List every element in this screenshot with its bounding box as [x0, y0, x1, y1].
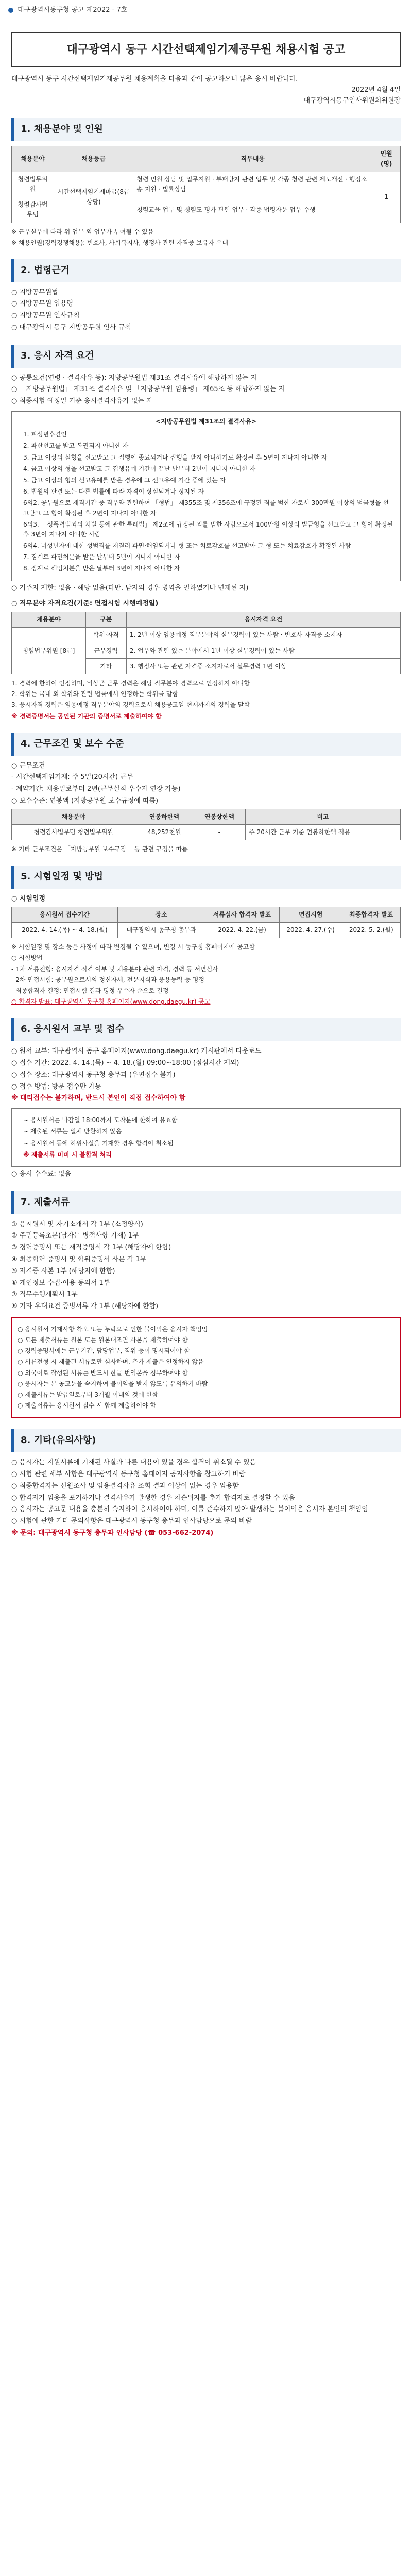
- list-item: ○ 대구광역시 동구 지방공무원 인사 규칙: [11, 324, 131, 332]
- note: ※ 채용인원(경력경쟁채용): 변호사, 사회복지사, 행정사 관련 자격증 보유자 우대: [11, 239, 228, 246]
- note: ○ 시험방법: [11, 954, 43, 962]
- list-item: 6의4. 미성년자에 대한 성범죄를 저질러 파면·해임되거나 형 또는 치료감호를 선고받아 그 형 또는 치료감호가 확정된 사람: [23, 542, 351, 550]
- list-item: 1. 피성년후견인: [23, 431, 67, 438]
- cell: 시간선택제임기제마급(8급상당): [54, 172, 133, 223]
- list-item: ③ 경력증명서 또는 재직증명서 각 1부 (해당자에 한함): [11, 1244, 171, 1252]
- col-header: 면접시험: [279, 907, 342, 922]
- cell: 청렴감사법무팀: [12, 197, 54, 223]
- table-row: [12, 628, 401, 643]
- cell: 청렴교육 업무 및 청렴도 평가 관련 업무 · 각종 법령자문 업무 수행: [133, 197, 372, 223]
- list-item: ※ 제출서류 미비 시 불합격 처리: [23, 1150, 112, 1158]
- list-item: ○ 지방공무원법: [11, 288, 58, 296]
- list-item: 6의2. 공무원으로 재직기간 중 직무와 관련하여 「형법」 제355조 및 제356조에 규정된 죄를 범한 자로서 300만원 이상의 벌금형을 선고받고 그 형이 확정된 후 2년이 지나지 아니한 자: [23, 499, 389, 517]
- list-item: ※ 대리접수는 불가하며, 반드시 본인이 직접 접수하여야 함: [11, 1094, 186, 1103]
- list-item: ○ 최종시험 예정일 기준 응시결격사유가 없는 자: [11, 397, 153, 405]
- cell: 청렴법무위원 [8급]: [12, 628, 86, 674]
- subheading: ○ 시험일정: [11, 895, 46, 903]
- note: - 2차 면접시험: 공무원으로서의 정신자세, 전문지식과 응용능력 등 평정: [11, 976, 204, 984]
- list-item: ○ 공통요건(연령 · 결격사유 등): 지방공무원법 제31조 결격사유에 해당하지 않는 자: [11, 374, 258, 382]
- contact-text: ※ 문의: 대구광역시 동구청 총무과 인사담당 (☎ 053-662-2074): [11, 1529, 214, 1537]
- list-item: ⑦ 직무수행계획서 1부: [11, 1291, 78, 1299]
- list-item: ~ 응시원서는 마감일 18:00까지 도착분에 한하여 유효함: [23, 1116, 178, 1124]
- list-item: ② 주민등록초본(남자는 병적사항 기재) 1부: [11, 1232, 139, 1240]
- document-page: [0, 21, 412, 1556]
- top-bar: [0, 0, 412, 21]
- list-item: ○ 접수 기간: 2022. 4. 14.(목) ~ 4. 18.(월) 09:00~18:00 (점심시간 제외): [11, 1059, 239, 1067]
- list-item: ~ 응시원서 등에 허위사실을 기재할 경우 합격이 취소됨: [23, 1139, 174, 1147]
- cell: 학위·자격: [85, 628, 126, 643]
- col-header: 직무내용: [133, 146, 372, 172]
- cell: 1. 2년 이상 임용예정 직무분야의 실무경력이 있는 사람 · 변호사 자격증 소지자: [126, 628, 400, 643]
- section-recruitment: [11, 118, 401, 248]
- col-header: 연봉상한액: [193, 809, 246, 824]
- cell: 청렴법무위원: [12, 172, 54, 197]
- list-item: ○ 시험 관련 세부 사항은 대구광역시 동구청 홈페이지 공지사항을 참고하기 바람: [11, 1470, 246, 1478]
- list-item: ○ 응시자는 공고문 내용을 충분히 숙지하여 응시하여야 하며, 이를 준수하지 않아 발생하는 불이익은 응시자 본인의 책임임: [11, 1505, 368, 1514]
- col-header: 채용분야: [12, 146, 54, 172]
- cell: 청렴 민원 상담 및 업무지원 · 부패방지 관련 업무 및 각종 청렴 관련 제도개선 · 행정소송 지원 · 법률상담: [133, 172, 372, 197]
- list-item: 4. 금고 이상의 형을 선고받고 그 집행유예 기간이 끝난 날부터 2년이 지나지 아니한 자: [23, 465, 256, 472]
- col-header: 채용분야: [12, 809, 135, 824]
- note: ※ 시험일정 및 장소 등은 사정에 따라 변경될 수 있으며, 변경 시 동구청 홈페이지에 공고함: [11, 943, 255, 951]
- subheading: ○ 직무분야 자격요건(기준: 면접시험 시행예정일): [11, 600, 159, 608]
- list-item: - 계약기간: 채용일로부터 2년(근무실적 우수자 연장 가능): [11, 785, 181, 793]
- table-row: [12, 824, 401, 840]
- intro-issuer: 대구광역시동구인사위원회위원장: [303, 96, 401, 105]
- list-item: ○ 시험에 관한 기타 문의사항은 대구광역시 동구청 총무과 인사담당으로 문의 바람: [11, 1517, 252, 1526]
- documents-notice-box: [11, 1317, 401, 1418]
- list-item: ○ 원서 교부: 대구광역시 동구 홈페이지(www.dong.daegu.kr) 게시판에서 다운로드: [11, 1047, 262, 1056]
- schedule-table: [11, 907, 401, 938]
- list-item: ○ 응시자는 지원서류에 기재된 사실과 다른 내용이 있을 경우 합격이 취소될 수 있음: [11, 1459, 256, 1467]
- section-heading: 2. 법령근거: [11, 259, 401, 282]
- list-item: ○ 제출서류는 응시원서 접수 시 함께 제출하여야 함: [18, 1402, 157, 1410]
- list-item: ⑧ 기타 우대요건 증빙서류 각 1부 (해당자에 한함): [11, 1302, 159, 1311]
- list-item: ○ 거주지 제한: 없음 · 해당 없음(다만, 남자의 경우 병역을 필하였거나 면제된 자): [11, 584, 249, 592]
- table-row: [12, 923, 401, 938]
- col-header: 장소: [117, 907, 205, 922]
- list-item: ○ 지방공무원 임용령: [11, 300, 74, 308]
- cell: 2022. 5. 2.(월): [342, 923, 400, 938]
- notice-number: 대구광역시동구청 공고 제2022 - 7호: [18, 6, 128, 14]
- list-item: ④ 최종학력 증명서 및 학위증명서 사본 각 1부: [11, 1255, 147, 1263]
- cell: 2022. 4. 14.(목) ~ 4. 18.(월): [12, 923, 118, 938]
- section-documents: [11, 1191, 401, 1418]
- section-schedule: [11, 866, 401, 1007]
- cell: 2022. 4. 22.(금): [205, 923, 279, 938]
- cell: 청렴감사법무팀 청렴법무위원: [12, 824, 135, 840]
- cell: 근무경력: [85, 643, 126, 658]
- section-heading: 3. 응시 자격 요건: [11, 345, 401, 368]
- list-item: ○ 합격자가 임용을 포기하거나 결격사유가 발생한 경우 차순위자를 추가 합격자로 결정할 수 있음: [11, 1494, 295, 1502]
- intro-body: 대구광역시 동구 시간선택제임기제공무원 채용계획을 다음과 같이 공고하오니 많은 응시 바랍니다.: [11, 75, 298, 83]
- cell: 1: [372, 172, 401, 223]
- cell: 2. 업무와 관련 있는 분야에서 1년 이상 실무경력이 있는 사람: [126, 643, 400, 658]
- disqualification-box: [11, 411, 401, 581]
- note: 2. 학위는 국내 외 학위와 관련 법률에서 인정하는 학위를 말함: [11, 690, 178, 698]
- section-heading: 1. 채용분야 및 인원: [11, 118, 401, 141]
- list-item: ○ 응시원서 기재사항 착오 또는 누락으로 인한 불이익은 응시자 책임임: [18, 1325, 208, 1333]
- section-heading: 4. 근무조건 및 보수 수준: [11, 733, 401, 756]
- list-item: ○ 최종합격자는 신원조사 및 임용결격사유 조회 결과 이상이 없는 경우 임용함: [11, 1482, 239, 1490]
- list-item: 5. 금고 이상의 형의 선고유예를 받은 경우에 그 선고유예 기간 중에 있는 자: [23, 476, 226, 484]
- list-item: ○ 외국어로 작성된 서류는 반드시 한글 번역본을 첨부하여야 함: [18, 1369, 188, 1377]
- col-header: 인원(명): [372, 146, 401, 172]
- cell: 주 20시간 근무 기준 연봉하한액 적용: [246, 824, 401, 840]
- section-application: [11, 1018, 401, 1179]
- intro: [11, 74, 401, 106]
- list-item: ○ 지방공무원 인사규칙: [11, 312, 80, 320]
- cell: 대구광역시 동구청 총무과: [117, 923, 205, 938]
- col-header: 비고: [246, 809, 401, 824]
- list-item: ○ 「지방공무원법」 제31조 결격사유 및 「지방공무원 임용령」 제65조 등 해당하지 않는 자: [11, 385, 285, 394]
- list-item: ○ 모든 제출서류는 원본 또는 원본대조필 사본을 제출하여야 함: [18, 1336, 188, 1344]
- list-item: ○ 보수수준: 연봉액 (지방공무원 보수규정에 따름): [11, 796, 159, 805]
- section-other-notes: [11, 1429, 401, 1538]
- list-item: ○ 접수 장소: 대구광역시 동구청 총무과 (우편접수 불가): [11, 1071, 176, 1079]
- section-heading: 8. 기타(유의사항): [11, 1429, 401, 1452]
- section-working-conditions: [11, 733, 401, 855]
- note: - 최종합격자 결정: 면접시험 결과 평정 우수자 순으로 결정: [11, 987, 169, 995]
- list-item: ⑤ 자격증 사본 1부 (해당자에 한함): [11, 1267, 115, 1275]
- list-item: ○ 근무조건: [11, 761, 45, 770]
- cell: 기타: [85, 658, 126, 674]
- note: ※ 경력증명서는 공인된 기관의 증명서로 제출하여야 함: [11, 712, 162, 720]
- list-item: 2. 파산선고를 받고 복권되지 아니한 자: [23, 442, 129, 450]
- col-header: 채용분야: [12, 612, 86, 628]
- qualification-table: [11, 612, 401, 674]
- col-header: 서류심사 합격자 발표: [205, 907, 279, 922]
- list-item: ○ 응시자는 본 공고문을 숙지하여 불이익을 받지 않도록 유의하기 바람: [18, 1380, 208, 1387]
- box-heading: <지방공무원법 제31조의 결격사유>: [156, 418, 256, 426]
- badge-icon: [8, 8, 13, 13]
- list-item: ~ 제출된 서류는 일체 반환하지 않음: [23, 1128, 122, 1136]
- section-legal-basis: [11, 259, 401, 333]
- col-header: 구분: [85, 612, 126, 628]
- section-heading: 5. 시험일정 및 방법: [11, 866, 401, 889]
- note: ※ 근무실무에 따라 위 업무 외 업무가 부여될 수 있음: [11, 228, 154, 235]
- list-item: ○ 접수 방법: 방문 접수만 가능: [11, 1082, 101, 1091]
- list-item: 6. 법원의 판결 또는 다른 법률에 따라 자격이 상실되거나 정지된 자: [23, 488, 204, 496]
- col-header: 응시원서 접수기간: [12, 907, 118, 922]
- note: ○ 합격자 발표: 대구광역시 동구청 홈페이지(www.dong.daegu.kr) 공고: [11, 998, 211, 1006]
- list-item: ○ 제출서류는 발급일로부터 3개월 이내의 것에 한함: [18, 1391, 158, 1399]
- list-item: 8. 징계로 해임처분을 받은 날부터 3년이 지나지 아니한 자: [23, 565, 180, 572]
- note: 3. 응시자격 경력은 임용예정 직무분야의 경력으로서 채용공고일 현재까지의 경력을 말함: [11, 701, 250, 709]
- list-item: ① 응시원서 및 자기소개서 각 1부 (소정양식): [11, 1220, 143, 1228]
- list-item: ○ 경력증명서에는 근무기간, 담당업무, 직위 등이 명시되어야 함: [18, 1347, 190, 1355]
- list-item: ○ 서류전형 시 제출된 서류로만 심사하며, 추가 제출은 인정하지 않음: [18, 1358, 204, 1366]
- fee-text: ○ 응시 수수료: 없음: [11, 1170, 72, 1178]
- cell: 3. 행정사 또는 관련 자격증 소지자로서 실무경력 1년 이상: [126, 658, 400, 674]
- col-header: 연봉하한액: [135, 809, 193, 824]
- table-row: [12, 172, 401, 197]
- recruitment-table: [11, 146, 401, 223]
- note: 1. 경력에 한하여 인정하며, 비상근 근무 경력은 해당 직무분야 경력으로 인정하지 아니함: [11, 680, 250, 687]
- section-eligibility: [11, 345, 401, 721]
- cell: -: [193, 824, 246, 840]
- document-title: 대구광역시 동구 시간선택제임기제공무원 채용시험 공고: [11, 32, 401, 67]
- col-header: 채용등급: [54, 146, 133, 172]
- salary-table: [11, 809, 401, 840]
- section-heading: 7. 제출서류: [11, 1191, 401, 1214]
- list-item: ⑥ 개인정보 수집·이용 동의서 1부: [11, 1279, 110, 1287]
- list-item: 3. 금고 이상의 실형을 선고받고 그 집행이 종료되거나 집행을 받지 아니하기로 확정된 후 5년이 지나지 아니한 자: [23, 453, 328, 461]
- col-header: 응시자격 요건: [126, 612, 400, 628]
- note: ※ 기타 근무조건은 「지방공무원 보수규정」 등 관련 규정을 따름: [11, 845, 188, 853]
- cell: 48,252천원: [135, 824, 193, 840]
- list-item: - 시간선택제임기제: 주 5일(20시간) 근무: [11, 773, 133, 782]
- col-header: 최종합격자 발표: [342, 907, 400, 922]
- section-heading: 6. 응시원서 교부 및 접수: [11, 1018, 401, 1041]
- note: - 1차 서류전형: 응시자격 적격 여부 및 채용분야 관련 자격, 경력 등 서면심사: [11, 965, 218, 973]
- list-item: 7. 징계로 파면처분을 받은 날부터 5년이 지나지 아니한 자: [23, 553, 180, 561]
- list-item: 6의3. 「성폭력범죄의 처벌 등에 관한 특례법」 제2조에 규정된 죄를 범한 사람으로서 100만원 이상의 벌금형을 선고받고 그 형이 확정된 후 3년이 지나지 아니한 사람: [23, 520, 393, 538]
- intro-date: 2022년 4월 4일: [351, 86, 401, 94]
- application-notice-box: [11, 1108, 401, 1167]
- cell: 2022. 4. 27.(수): [279, 923, 342, 938]
